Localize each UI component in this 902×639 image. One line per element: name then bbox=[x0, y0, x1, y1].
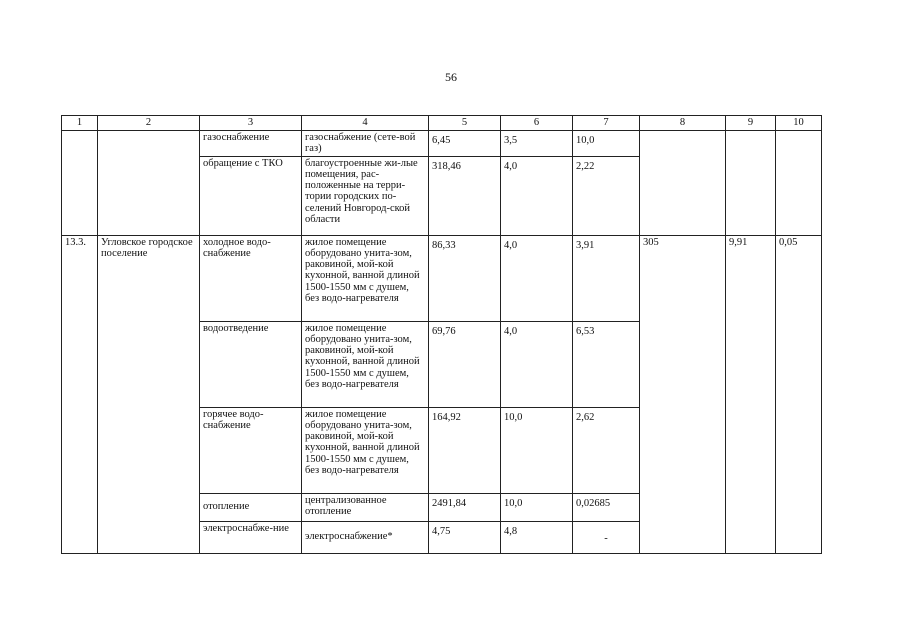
column-header: 10 bbox=[776, 116, 822, 131]
header-row bbox=[62, 116, 822, 131]
column-header: 5 bbox=[429, 116, 501, 131]
column-header: 8 bbox=[640, 116, 726, 131]
value-cell: 305 bbox=[640, 235, 726, 553]
value-cell: 4,0 bbox=[501, 321, 573, 407]
value-cell: 9,91 bbox=[726, 235, 776, 553]
value-cell: 10,0 bbox=[501, 407, 573, 493]
value-cell: 3,91 bbox=[573, 235, 640, 321]
column-header: 6 bbox=[501, 116, 573, 131]
column-header: 9 bbox=[726, 116, 776, 131]
service-cell: холодное водо-снабжение bbox=[200, 235, 302, 321]
service-cell: обращение с ТКО bbox=[200, 156, 302, 235]
value-cell: 0,02685 bbox=[573, 493, 640, 521]
value-cell: 2,22 bbox=[573, 156, 640, 235]
column-header: 7 bbox=[573, 116, 640, 131]
settlement-name: Угловское городское поселение bbox=[98, 235, 200, 553]
service-cell: горячее водо-снабжение bbox=[200, 407, 302, 493]
tariff-table bbox=[61, 115, 822, 554]
service-cell: водоотведение bbox=[200, 321, 302, 407]
service-cell: электроснабже-ние bbox=[200, 521, 302, 553]
value-cell: 318,46 bbox=[429, 156, 501, 235]
value-cell: 4,0 bbox=[501, 156, 573, 235]
value-cell: 4,8 bbox=[501, 521, 573, 553]
column-header: 3 bbox=[200, 116, 302, 131]
description-cell: благоустроенные жи-лые помещения, рас-положенные на терри-тории городских по-селений Новгород-ской области bbox=[302, 156, 429, 235]
service-cell: газоснабжение bbox=[200, 131, 302, 157]
value-cell: 3,5 bbox=[501, 131, 573, 157]
value-cell: 69,76 bbox=[429, 321, 501, 407]
empty-cell bbox=[62, 131, 98, 236]
value-cell: - bbox=[573, 521, 640, 553]
value-cell: 0,05 bbox=[776, 235, 822, 553]
value-cell: 6,45 bbox=[429, 131, 501, 157]
empty-cell bbox=[98, 131, 200, 236]
value-cell: 2491,84 bbox=[429, 493, 501, 521]
description-cell: жилое помещение оборудовано унита-зом, раковиной, мой-кой кухонной, ванной длиной 1500-1550 мм с душем, без водо-нагревателя bbox=[302, 235, 429, 321]
value-cell: 6,53 bbox=[573, 321, 640, 407]
page-number: 56 bbox=[445, 70, 457, 84]
column-header: 1 bbox=[62, 116, 98, 131]
table-row bbox=[62, 235, 822, 321]
value-cell: 2,62 bbox=[573, 407, 640, 493]
service-cell: отопление bbox=[200, 493, 302, 521]
value-cell: 10,0 bbox=[573, 131, 640, 157]
value-cell: 4,75 bbox=[429, 521, 501, 553]
description-cell: газоснабжение (сете-вой газ) bbox=[302, 131, 429, 157]
column-header: 4 bbox=[302, 116, 429, 131]
description-cell: жилое помещение оборудовано унита-зом, раковиной, мой-кой кухонной, ванной длиной 1500-1550 мм с душем, без водо-нагревателя bbox=[302, 407, 429, 493]
column-header: 2 bbox=[98, 116, 200, 131]
value-cell: 10,0 bbox=[501, 493, 573, 521]
empty-cell bbox=[640, 131, 726, 236]
description-cell: электроснабжение* bbox=[302, 521, 429, 553]
description-cell: жилое помещение оборудовано унита-зом, раковиной, мой-кой кухонной, ванной длиной 1500-1550 мм с душем, без водо-нагревателя bbox=[302, 321, 429, 407]
value-cell: 86,33 bbox=[429, 235, 501, 321]
value-cell: 4,0 bbox=[501, 235, 573, 321]
empty-cell bbox=[726, 131, 776, 236]
empty-cell bbox=[776, 131, 822, 236]
row-number: 13.3. bbox=[62, 235, 98, 553]
table-row bbox=[62, 131, 822, 157]
description-cell: централизованное отопление bbox=[302, 493, 429, 521]
value-cell: 164,92 bbox=[429, 407, 501, 493]
